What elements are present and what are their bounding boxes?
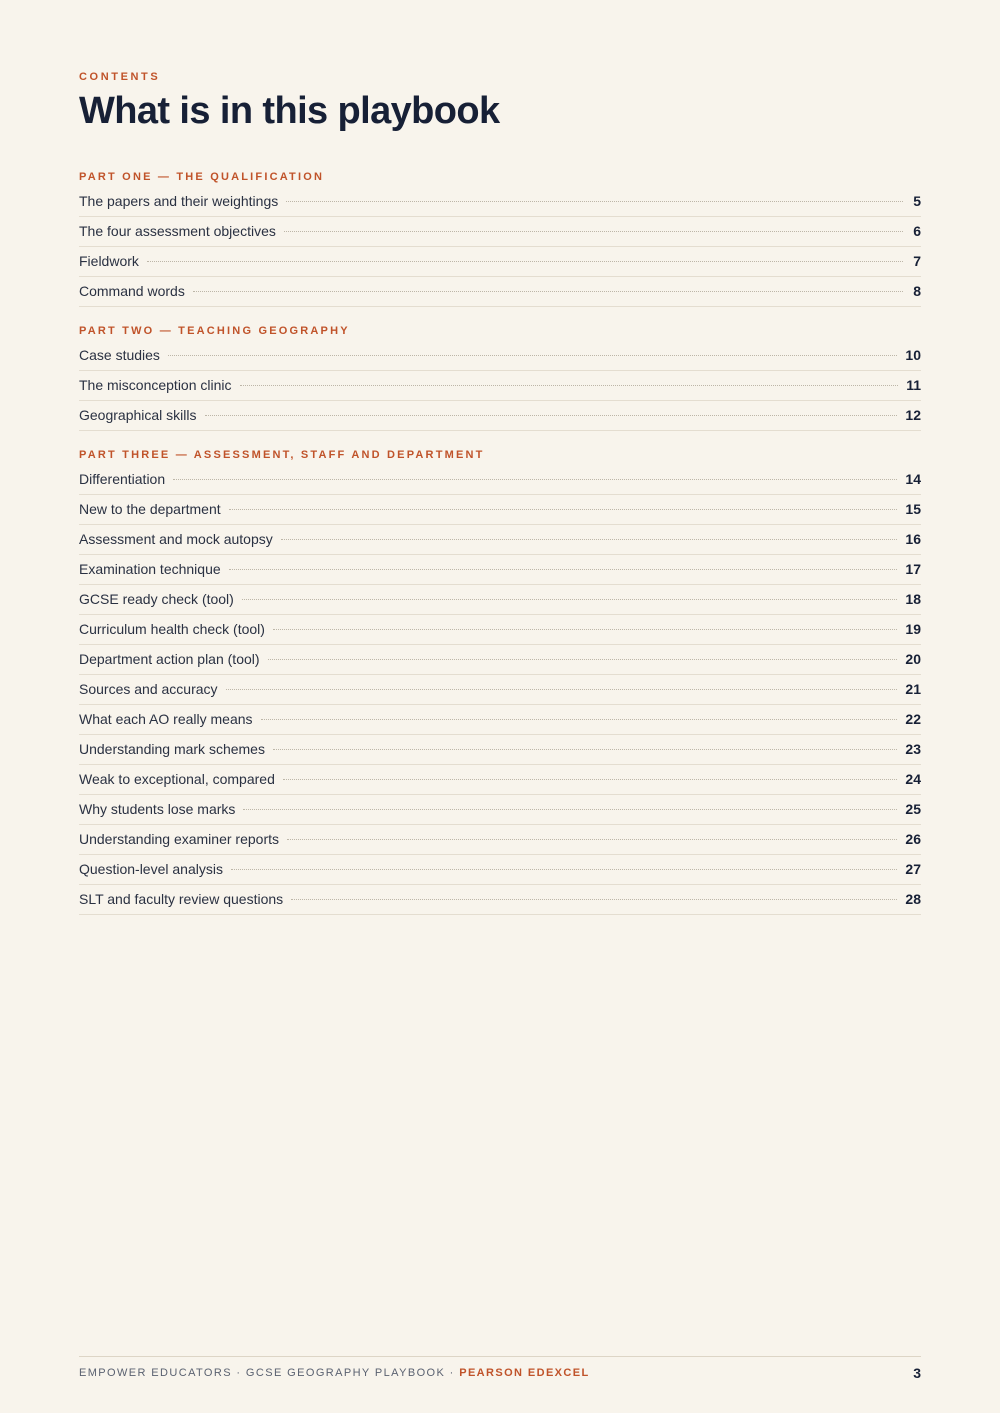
toc-entry-page: 12 <box>905 407 921 423</box>
toc-entry-page: 6 <box>913 223 921 239</box>
toc-entry[interactable] <box>79 765 921 795</box>
dot-leader <box>283 779 898 780</box>
toc-entry-page: 14 <box>905 471 921 487</box>
dot-leader <box>173 479 897 480</box>
dot-leader <box>240 385 899 386</box>
toc-entry[interactable] <box>79 277 921 307</box>
toc-entry[interactable] <box>79 615 921 645</box>
toc-entry-page: 15 <box>905 501 921 517</box>
toc-entry[interactable] <box>79 885 921 915</box>
toc-entry[interactable] <box>79 645 921 675</box>
toc-entry[interactable] <box>79 247 921 277</box>
toc-entry-label: SLT and faculty review questions <box>79 891 284 907</box>
dot-leader <box>291 899 897 900</box>
toc-entry-page: 8 <box>913 283 921 299</box>
toc-entry-label: GCSE ready check (tool) <box>79 591 234 607</box>
section-heading: PART TWO — TEACHING GEOGRAPHY <box>79 325 350 337</box>
toc-entry-label: Assessment and mock autopsy <box>79 531 273 547</box>
toc-entry[interactable] <box>79 341 921 371</box>
toc-entry-page: 21 <box>905 681 921 697</box>
toc-entry-label: Department action plan (tool) <box>79 651 260 667</box>
dot-leader <box>273 629 897 630</box>
dot-leader <box>243 809 897 810</box>
toc-entry[interactable] <box>79 401 921 431</box>
toc-entry-label: The misconception clinic <box>79 377 232 393</box>
toc-entry-page: 11 <box>906 377 921 393</box>
toc-entry-page: 27 <box>905 861 921 877</box>
toc-entry[interactable] <box>79 217 921 247</box>
toc-entry-label: What each AO really means <box>79 711 253 727</box>
toc-entry-label: Understanding examiner reports <box>79 831 279 847</box>
toc-entry-label: Weak to exceptional, compared <box>79 771 275 787</box>
toc-entry[interactable] <box>79 735 921 765</box>
toc-entry[interactable] <box>79 795 921 825</box>
dot-leader <box>205 415 898 416</box>
toc-entry-page: 16 <box>905 531 921 547</box>
page-title: What is in this playbook <box>79 90 500 132</box>
dot-leader <box>168 355 897 356</box>
toc-entry-label: Examination technique <box>79 561 221 577</box>
toc-entry-page: 10 <box>905 347 921 363</box>
dot-leader <box>261 719 898 720</box>
toc-entry-label: The four assessment objectives <box>79 223 276 239</box>
toc-entry-page: 20 <box>905 651 921 667</box>
toc-entry-label: Case studies <box>79 347 160 363</box>
page-footer <box>79 1356 921 1381</box>
dot-leader <box>147 261 903 262</box>
toc-entry[interactable] <box>79 187 921 217</box>
toc-section-part-one <box>79 169 921 307</box>
toc-entry-page: 28 <box>905 891 921 907</box>
toc-entry-page: 26 <box>905 831 921 847</box>
footer-running-title <box>79 1367 590 1379</box>
toc-entry-page: 18 <box>905 591 921 607</box>
toc-entry[interactable] <box>79 495 921 525</box>
toc-entry[interactable] <box>79 825 921 855</box>
dot-leader <box>229 569 898 570</box>
section-heading: PART THREE — ASSESSMENT, STAFF AND DEPARTMENT <box>79 449 485 461</box>
dot-leader <box>231 869 897 870</box>
toc-entry-label: New to the department <box>79 501 221 517</box>
dot-leader <box>284 231 903 232</box>
dot-leader <box>268 659 898 660</box>
dot-leader <box>242 599 898 600</box>
toc-entry[interactable] <box>79 585 921 615</box>
toc-entry[interactable] <box>79 465 921 495</box>
toc-entry-label: Differentiation <box>79 471 166 487</box>
toc-entry[interactable] <box>79 525 921 555</box>
toc-entry-page: 22 <box>905 711 921 727</box>
toc-entry-page: 23 <box>905 741 921 757</box>
section-heading: PART ONE — THE QUALIFICATION <box>79 171 325 183</box>
toc-entry-label: Geographical skills <box>79 407 197 423</box>
toc-entry[interactable] <box>79 705 921 735</box>
toc-entry-label: Question-level analysis <box>79 861 223 877</box>
dot-leader <box>229 509 898 510</box>
dot-leader <box>226 689 898 690</box>
toc-entry-label: Understanding mark schemes <box>79 741 265 757</box>
dot-leader <box>193 291 903 292</box>
dot-leader <box>287 839 897 840</box>
toc-entry[interactable] <box>79 371 921 401</box>
toc-entry[interactable] <box>79 855 921 885</box>
toc-entry-label: Why students lose marks <box>79 801 236 817</box>
toc-entry-page: 7 <box>913 253 921 269</box>
toc-entry-page: 25 <box>905 801 921 817</box>
toc-entry-label: Curriculum health check (tool) <box>79 621 265 637</box>
dot-leader <box>273 749 897 750</box>
toc-entry-page: 17 <box>905 561 921 577</box>
toc-entry-page: 5 <box>913 193 921 209</box>
toc-section-part-three <box>79 447 921 915</box>
dot-leader <box>281 539 898 540</box>
toc-entry-label: Fieldwork <box>79 253 139 269</box>
toc-entry-label: Command words <box>79 283 185 299</box>
footer-text: EMPOWER EDUCATORS · GCSE GEOGRAPHY PLAYBOOK · <box>79 1367 460 1379</box>
toc-entry[interactable] <box>79 555 921 585</box>
footer-brand: PEARSON EDEXCEL <box>459 1367 590 1379</box>
dot-leader <box>286 201 903 202</box>
table-of-contents <box>79 169 921 931</box>
toc-entry-label: Sources and accuracy <box>79 681 218 697</box>
toc-entry-page: 19 <box>905 621 921 637</box>
toc-entry-label: The papers and their weightings <box>79 193 279 209</box>
contents-eyebrow: CONTENTS <box>79 71 161 83</box>
toc-section-part-two <box>79 323 921 431</box>
page-number: 3 <box>913 1365 921 1381</box>
toc-entry-page: 24 <box>905 771 921 787</box>
toc-entry[interactable] <box>79 675 921 705</box>
